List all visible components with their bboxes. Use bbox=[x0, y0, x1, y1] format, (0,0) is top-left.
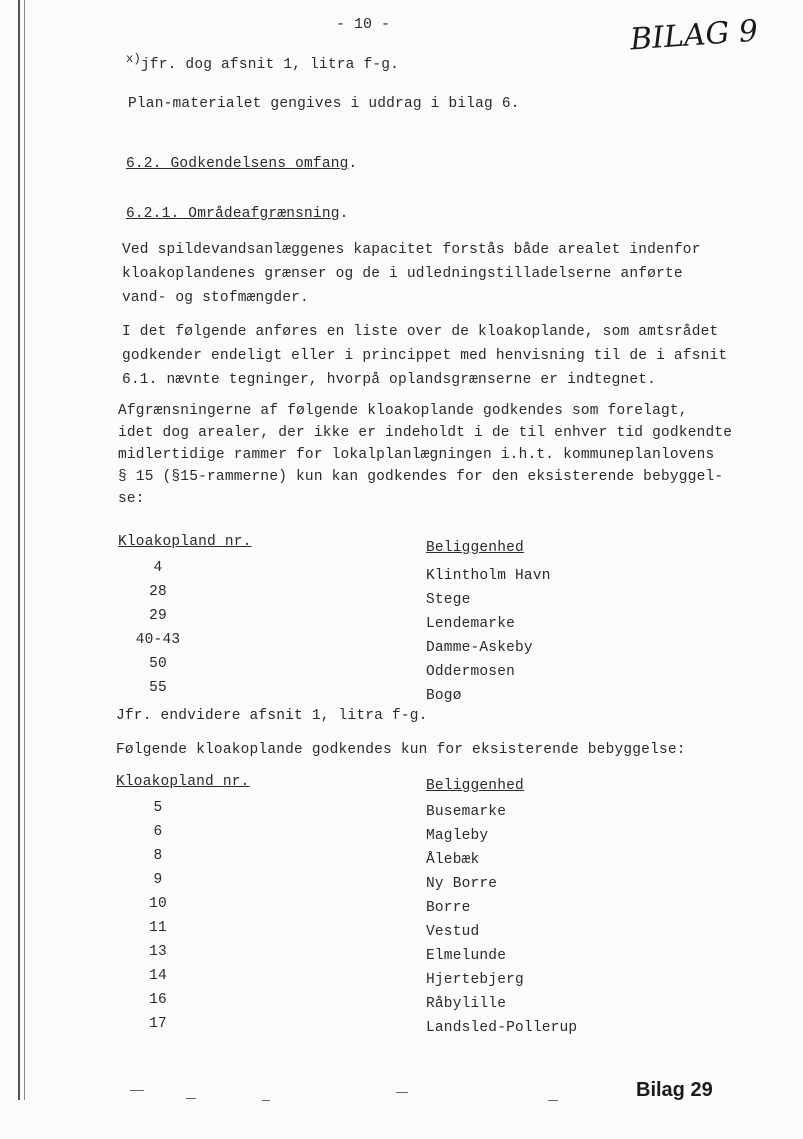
table1-cell-location: Oddermosen bbox=[426, 664, 516, 680]
scan-mark bbox=[262, 1100, 270, 1101]
table1-cell-nr: 4 bbox=[153, 560, 163, 576]
table2-cell-nr: 8 bbox=[153, 848, 163, 864]
table1-cell-nr: 28 bbox=[149, 584, 167, 600]
paragraph-line: idet dog arealer, der ikke er indeholdt i de til enhver tid godkendte bbox=[118, 425, 733, 441]
footnote-text: jfr. dog afsnit 1, litra f-g. bbox=[140, 56, 400, 73]
paragraph-line: godkender endeligt eller i princippet med henvisning til de i afsnit bbox=[122, 348, 728, 364]
paragraph-line: kloakoplandenes grænser og de i udledningstilladelserne anførte bbox=[122, 266, 683, 282]
paragraph-line: se: bbox=[118, 491, 145, 507]
table1-cell-nr: 40-43 bbox=[135, 632, 181, 648]
table1-cell-location: Damme-Askeby bbox=[426, 640, 533, 656]
table2-numbers bbox=[128, 796, 188, 1036]
page-number: - 10 - bbox=[336, 16, 391, 33]
paragraph-line: Ved spildevandsanlæggenes kapacitet forstås både arealet indenfor bbox=[122, 242, 701, 258]
heading-period: . bbox=[339, 206, 349, 222]
table2-cell-nr: 6 bbox=[153, 824, 163, 840]
scan-mark bbox=[130, 1090, 144, 1091]
table1-cell-nr: 29 bbox=[149, 608, 167, 624]
paragraph-line: I det følgende anføres en liste over de kloakoplande, som amtsrådet bbox=[122, 324, 719, 340]
table1-numbers bbox=[128, 556, 188, 700]
table1-cell-location: Lendemarke bbox=[426, 616, 516, 632]
heading-period: . bbox=[348, 156, 358, 172]
table2-cell-location: Magleby bbox=[426, 828, 489, 844]
section-title: 6.2. Godkendelsens omfang bbox=[126, 156, 349, 172]
table2-cell-location: Borre bbox=[426, 900, 471, 916]
footnote bbox=[126, 52, 399, 73]
table2-locations bbox=[426, 800, 577, 1040]
footnote-marker: x) bbox=[126, 52, 141, 66]
jfr-line: Jfr. endvidere afsnit 1, litra f-g. bbox=[116, 708, 428, 724]
table1-cell-location: Klintholm Havn bbox=[426, 568, 551, 584]
table1-header-location: Beliggenhed bbox=[426, 540, 524, 556]
subsection-title: 6.2.1. Områdeafgrænsning bbox=[126, 206, 340, 222]
paragraph-capacity bbox=[122, 238, 701, 310]
table2-cell-nr: 10 bbox=[149, 896, 167, 912]
table2-cell-nr: 17 bbox=[149, 1016, 167, 1032]
table2-cell-nr: 9 bbox=[153, 872, 163, 888]
paragraph-boundaries bbox=[118, 400, 732, 510]
paragraph-line: 6.1. nævnte tegninger, hvorpå oplandsgrænserne er indtegnet. bbox=[122, 372, 657, 388]
table2-cell-location: Hjertebjerg bbox=[426, 972, 524, 988]
table2-cell-nr: 14 bbox=[149, 968, 167, 984]
table2-cell-location: Busemarke bbox=[426, 804, 507, 820]
table1-cell-nr: 50 bbox=[149, 656, 167, 672]
section-heading-6-2-1 bbox=[126, 206, 349, 222]
table1-header-nr: Kloakopland nr. bbox=[118, 534, 252, 550]
table2-cell-location: Råbylille bbox=[426, 996, 507, 1012]
table2-cell-location: Elmelunde bbox=[426, 948, 507, 964]
table1-cell-nr: 55 bbox=[149, 680, 167, 696]
table1-locations bbox=[426, 564, 551, 708]
table2-header-location: Beliggenhed bbox=[426, 778, 524, 794]
table2-cell-nr: 11 bbox=[149, 920, 167, 936]
paragraph-line: § 15 (§15-rammerne) kun kan godkendes for den eksisterende bebyggel- bbox=[118, 469, 724, 485]
binding-edge-inner bbox=[24, 0, 25, 1100]
paragraph-line: vand- og stofmængder. bbox=[122, 290, 309, 306]
table2-intro: Følgende kloakoplande godkendes kun for eksisterende bebyggelse: bbox=[116, 742, 686, 758]
paragraph-line: midlertidige rammer for lokalplanlægningen i.h.t. kommuneplanlovens bbox=[118, 447, 715, 463]
table1-cell-location: Stege bbox=[426, 592, 471, 608]
table2-cell-nr: 16 bbox=[149, 992, 167, 1008]
table2-cell-location: Ny Borre bbox=[426, 876, 498, 892]
table2-cell-nr: 13 bbox=[149, 944, 167, 960]
plan-material-line: Plan-materialet gengives i uddrag i bilag 6. bbox=[128, 96, 520, 112]
bilag-footer-label: Bilag 29 bbox=[636, 1079, 713, 1101]
table2-cell-location: Vestud bbox=[426, 924, 480, 940]
scan-mark bbox=[186, 1098, 196, 1099]
table1-cell-location: Bogø bbox=[426, 688, 462, 704]
section-heading-6-2 bbox=[126, 156, 357, 172]
table2-cell-location: Ålebæk bbox=[426, 852, 480, 868]
handwritten-bilag-stamp: BILAG 9 bbox=[628, 13, 760, 58]
table2-cell-location: Landsled-Pollerup bbox=[426, 1020, 578, 1036]
scan-mark bbox=[396, 1092, 408, 1093]
table2-header-nr: Kloakopland nr. bbox=[116, 774, 250, 790]
table2-cell-nr: 5 bbox=[153, 800, 163, 816]
binding-edge bbox=[18, 0, 20, 1100]
paragraph-list-intro bbox=[122, 320, 727, 392]
paragraph-line: Afgrænsningerne af følgende kloakoplande godkendes som forelagt, bbox=[118, 403, 688, 419]
scan-mark bbox=[548, 1100, 558, 1101]
